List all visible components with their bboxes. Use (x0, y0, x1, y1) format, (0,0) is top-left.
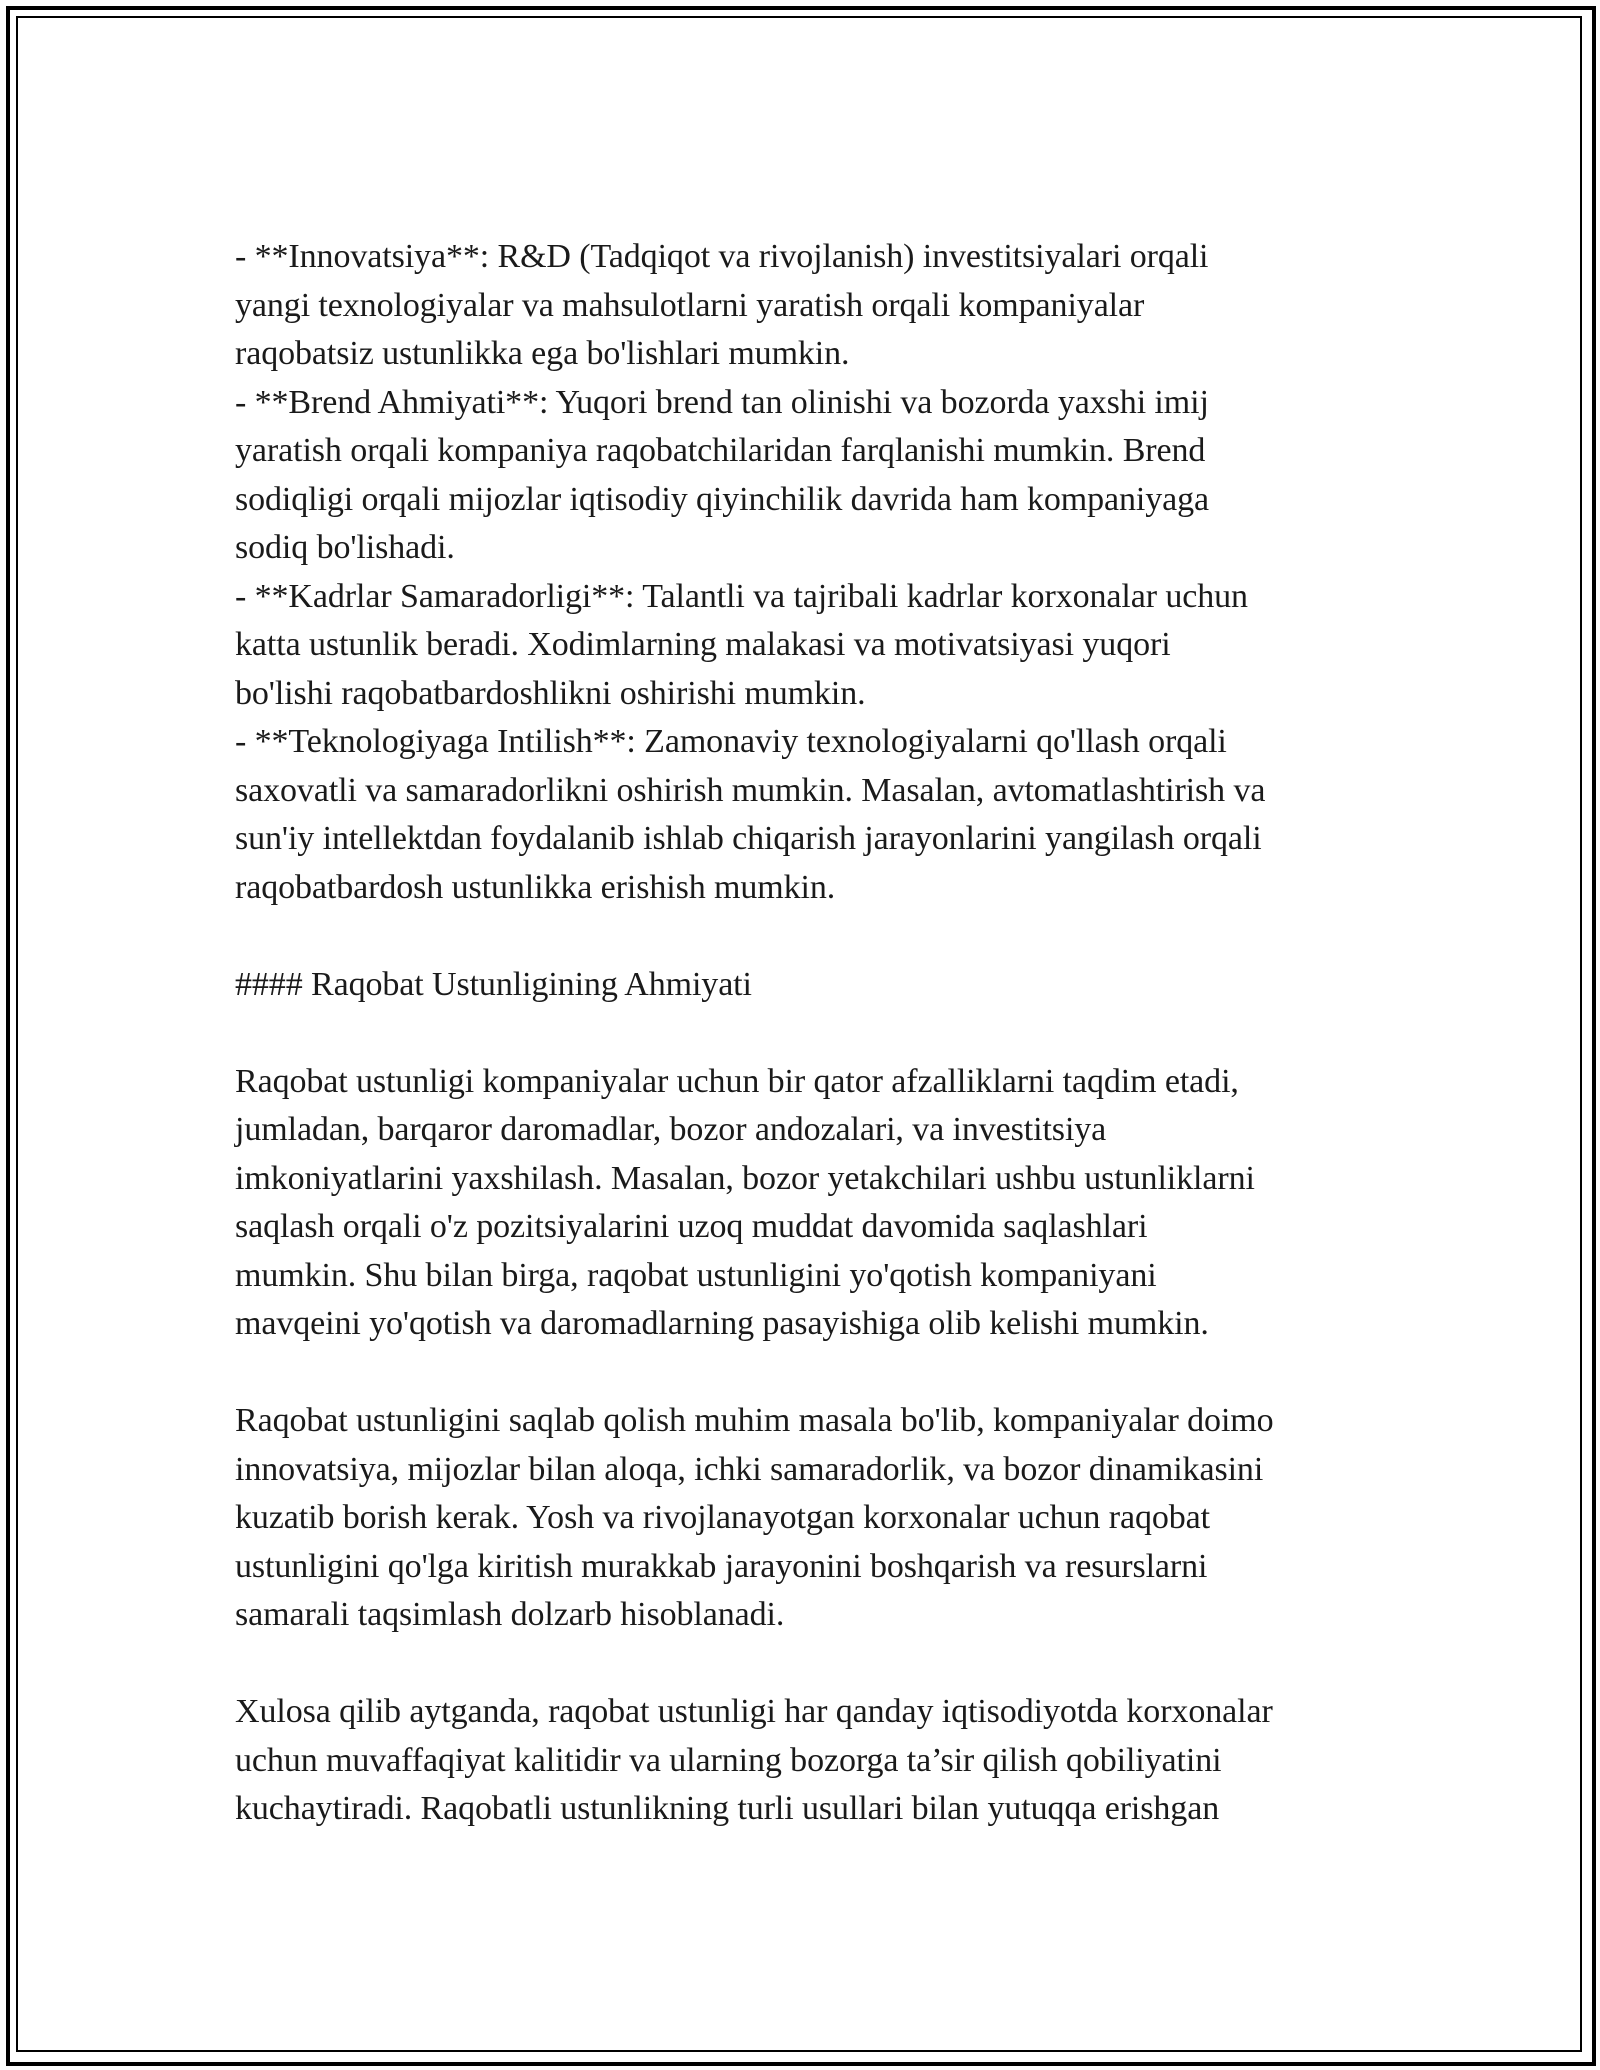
text-line: sodiq bo'lishadi. (235, 529, 455, 566)
text-line: samarali taqsimlash dolzarb hisoblanadi. (235, 1596, 785, 1633)
section-heading: #### Raqobat Ustunligining Ahmiyati (235, 965, 752, 1003)
document-body (235, 233, 1395, 1834)
text-line: raqobatbardosh ustunlikka erishish mumkin. (235, 868, 836, 906)
text-line: Xulosa qilib aytganda, raqobat ustunligi har qanday iqtisodiyotda korxonalar (235, 1693, 1273, 1730)
text-line: uchun muvaffaqiyat kalitidir va ularning bozorga ta’sir qilish qobiliyatini (235, 1741, 1222, 1779)
text-line: raqobatsiz ustunlikka ega bo'lishlari mumkin. (235, 335, 850, 372)
text-line: imkoniyatlarini yaxshilash. Masalan, bozor yetakchilari ushbu ustunliklarni (235, 1159, 1255, 1197)
text-line: katta ustunlik beradi. Xodimlarning malakasi va motivatsiyasi yuqori (235, 626, 1171, 663)
text-line: - **Innovatsiya**: R&D (Tadqiqot va rivojlanish) investitsiyalari orqali (235, 238, 1209, 275)
text-line: kuchaytiradi. Raqobatli ustunlikning turli usullari bilan yutuqqa erishgan (235, 1790, 1220, 1827)
bullet-brend-ahmiyati (235, 379, 1395, 573)
spacer (235, 1640, 1395, 1689)
text-line: - **Brend Ahmiyati**: Yuqori brend tan olinishi va bozorda yaxshi imij (235, 383, 1209, 421)
text-line: kuzatib borish kerak. Yosh va rivojlanayotgan korxonalar uchun raqobat (235, 1499, 1210, 1536)
bullet-kadrlar-samaradorligi (235, 573, 1395, 719)
text-line: sun'iy intellektdan foydalanib ishlab chiqarish jarayonlarini yangilash orqali (235, 820, 1262, 857)
bullet-innovatsiya (235, 233, 1395, 379)
text-line: - **Kadrlar Samaradorligi**: Talantli va tajribali kadrlar korxonalar uchun (235, 577, 1248, 615)
paragraph-xulosa (235, 1688, 1395, 1834)
spacer (235, 912, 1395, 961)
text-line: mumkin. Shu bilan birga, raqobat ustunligini yo'qotish kompaniyani (235, 1256, 1157, 1294)
spacer (235, 1009, 1395, 1058)
text-line: yaratish orqali kompaniya raqobatchilaridan farqlanishi mumkin. Brend (235, 432, 1206, 469)
text-line: innovatsiya, mijozlar bilan aloqa, ichki samaradorlik, va bozor dinamikasini (235, 1450, 1264, 1488)
paragraph-ahmiyati (235, 1058, 1395, 1349)
bullet-teknologiyaga-intilish (235, 718, 1395, 912)
text-line: saxovatli va samaradorlikni oshirish mumkin. Masalan, avtomatlashtirish va (235, 771, 1266, 809)
text-line: yangi texnologiyalar va mahsulotlarni yaratish orqali kompaniyalar (235, 286, 1145, 324)
text-line: bo'lishi raqobatbardoshlikni oshirishi mumkin. (235, 674, 866, 712)
text-line: - **Teknologiyaga Intilish**: Zamonaviy texnologiyalarni qo'llash orqali (235, 723, 1227, 760)
text-line: ustunligini qo'lga kiritish murakkab jarayonini boshqarish va resurslarni (235, 1547, 1208, 1585)
paragraph-saqlab-qolish (235, 1397, 1395, 1640)
text-line: sodiqligi orqali mijozlar iqtisodiy qiyinchilik davrida ham kompaniyaga (235, 480, 1210, 518)
spacer (235, 1349, 1395, 1398)
text-line: mavqeini yo'qotish va daromadlarning pasayishiga olib kelishi mumkin. (235, 1305, 1209, 1342)
text-line: saqlash orqali o'z pozitsiyalarini uzoq muddat davomida saqlashlari (235, 1208, 1148, 1245)
text-line: Raqobat ustunligi kompaniyalar uchun bir qator afzalliklarni taqdim etadi, (235, 1062, 1239, 1100)
text-line: jumladan, barqaror daromadlar, bozor andozalari, va investitsiya (235, 1111, 1107, 1148)
text-line: Raqobat ustunligini saqlab qolish muhim masala bo'lib, kompaniyalar doimo (235, 1402, 1274, 1439)
